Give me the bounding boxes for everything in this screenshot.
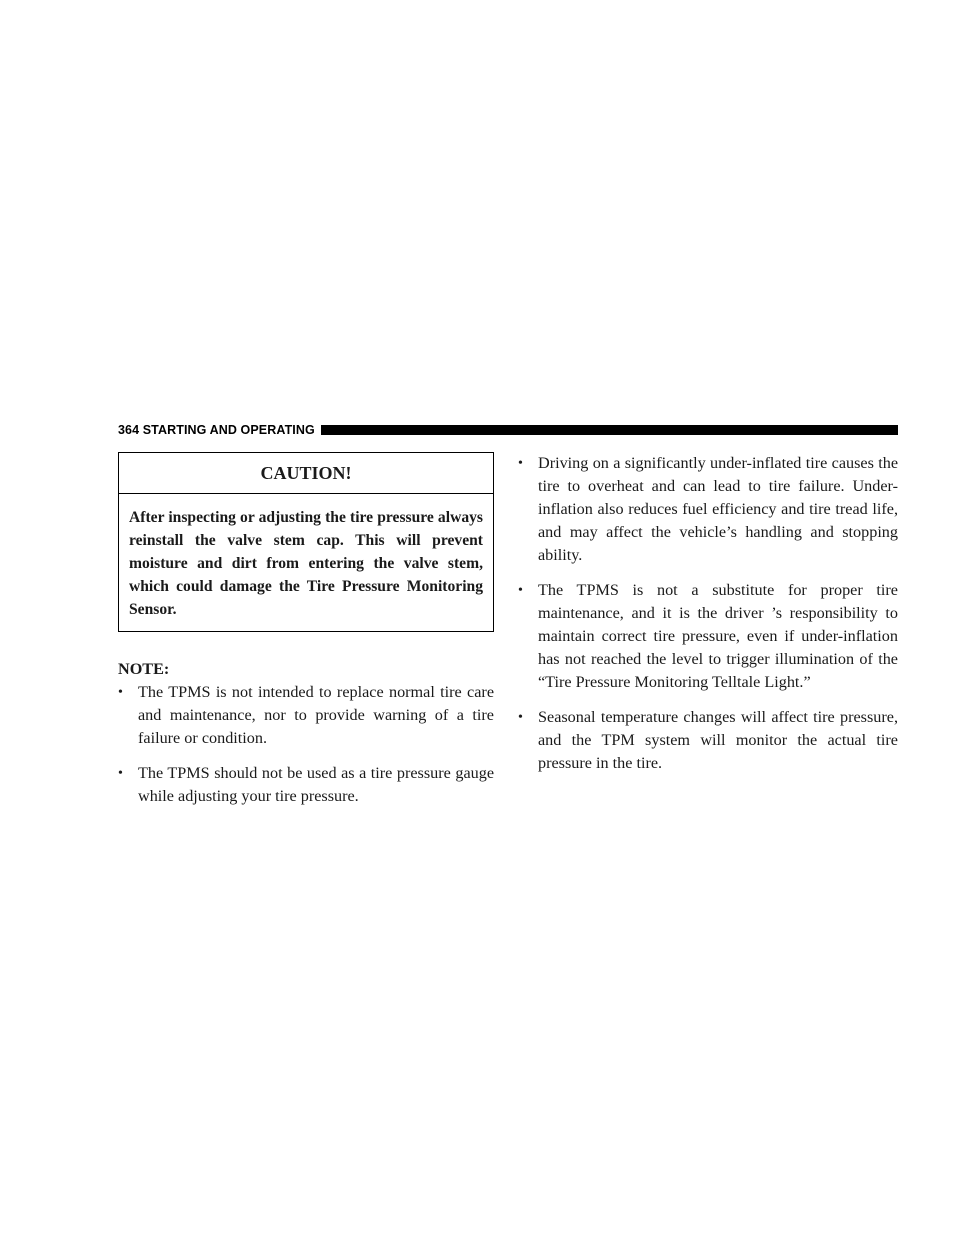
bullet-icon: • (518, 456, 523, 471)
list-item-text: The TPMS is not intended to replace normal tire care and maintenance, nor to provide warning of a tire failure or condition. (138, 683, 494, 747)
page-header (118, 421, 898, 439)
list-item-text: The TPMS is not a substitute for proper tire maintenance, and it is the driver ’s responsibility to maintain correct tire pressure, even if under-inflation has not reached the level to trigger illumination of the “Tire Pressure Monitoring Telltale Light.” (538, 581, 898, 691)
list-item (518, 706, 898, 775)
list-item-text: The TPMS should not be used as a tire pressure gauge while adjusting your tire pressure. (138, 764, 494, 805)
note-list (118, 681, 494, 808)
bullet-icon: • (118, 766, 123, 781)
header-rule (321, 425, 898, 435)
caution-text: After inspecting or adjusting the tire pressure always reinstall the valve stem cap. This will prevent moisture and dirt from entering the valve stem, which could damage the Tire Pressure Monitoring Sensor. (129, 509, 483, 618)
bullet-icon: • (118, 685, 123, 700)
right-column (518, 452, 898, 787)
caution-title: CAUTION! (119, 461, 493, 494)
caution-box (118, 452, 494, 632)
note-label: NOTE: (118, 660, 170, 678)
bullet-icon: • (518, 710, 523, 725)
list-item-text: Driving on a significantly under-inflated tire causes the tire to overheat and can lead to tire failure. Under-inflation also reduces fuel efficiency and tire tread life, and may affect the vehicle’s handling and stopping ability. (538, 454, 898, 564)
header-title: 364 STARTING AND OPERATING (118, 423, 315, 437)
list-item (518, 579, 898, 694)
left-column (118, 452, 494, 820)
list-item (518, 452, 898, 567)
list-item (118, 762, 494, 808)
list-item (118, 681, 494, 750)
bullet-icon: • (518, 583, 523, 598)
right-list (518, 452, 898, 775)
list-item-text: Seasonal temperature changes will affect tire pressure, and the TPM system will monitor the actual tire pressure in the tire. (538, 708, 898, 772)
